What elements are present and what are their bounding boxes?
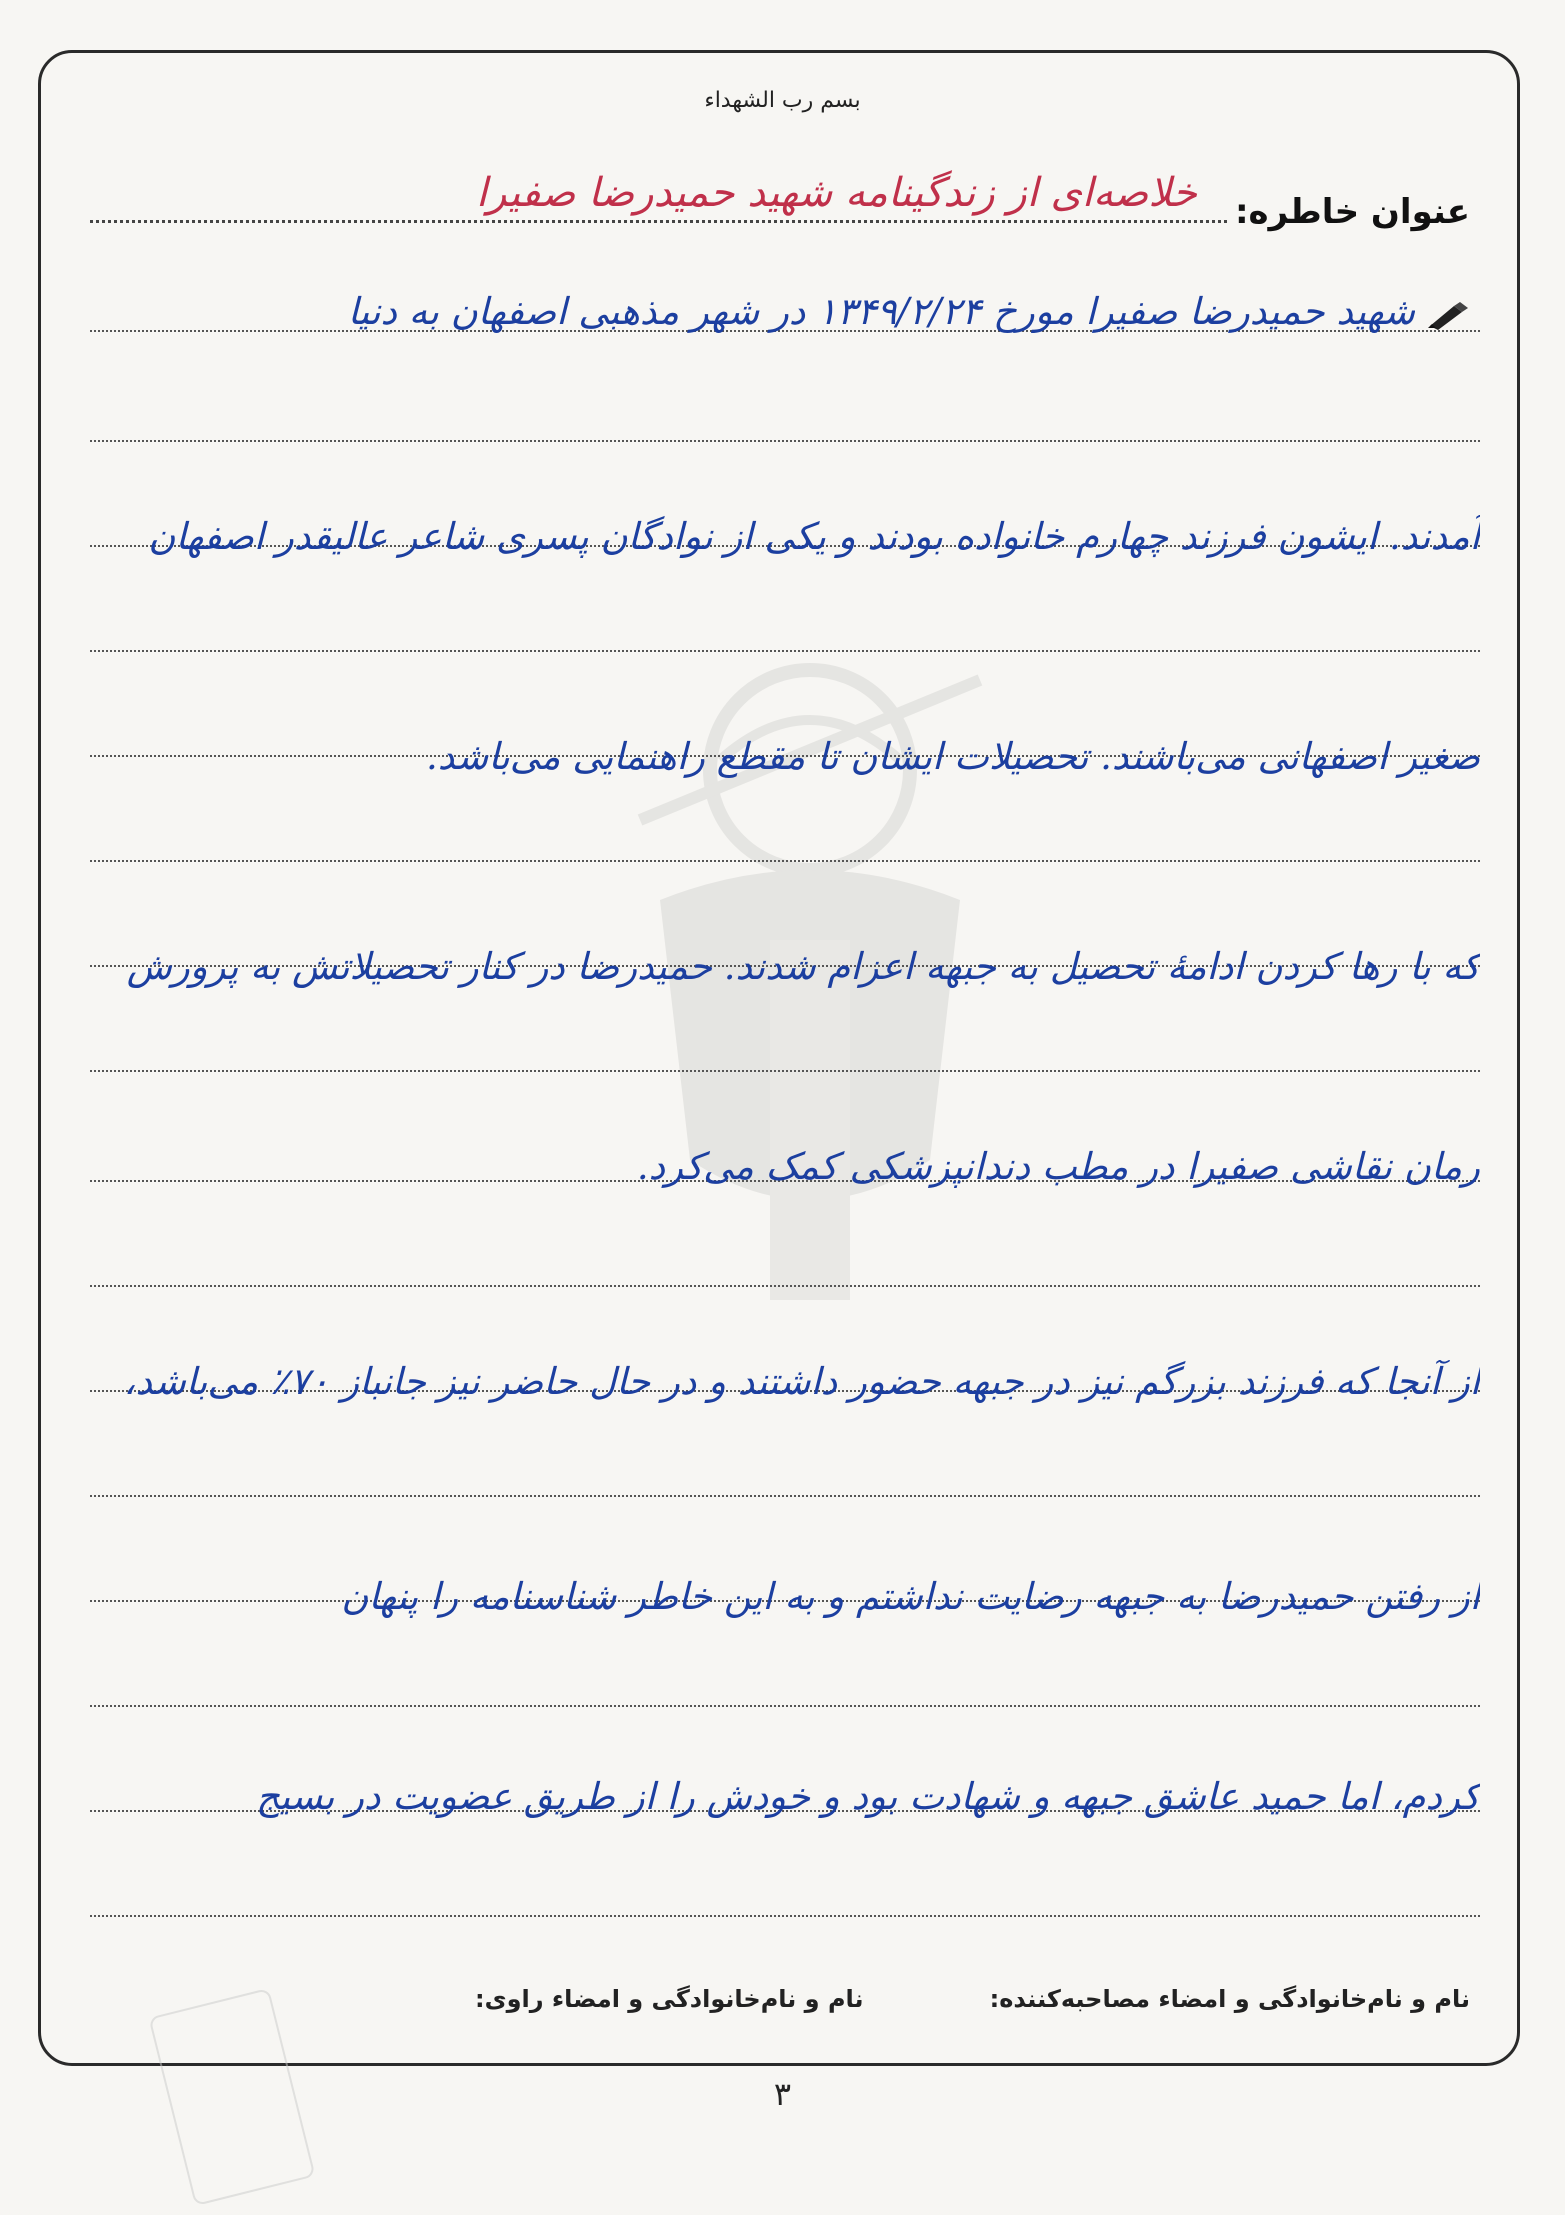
handwritten-line: آمدند. ایشون فرزند چهارم خانواده بودند و یکی از نوادگان پسری شاعر عالیقدر اصفهان xyxy=(148,515,1480,558)
memory-title-row xyxy=(90,170,1470,232)
ruled-line xyxy=(90,1285,1480,1287)
page-number: ۳ xyxy=(773,2075,792,2113)
handwritten-line: از رفتن حمیدرضا به جبهه رضایت نداشتم و به این خاطر شناسنامه را پنهان xyxy=(341,1575,1480,1618)
signature-footer xyxy=(95,1985,1470,2013)
narrator-signature-label: نام و نام‌خانوادگی و امضاء راوی: xyxy=(475,1985,864,2013)
handwritten-line: که با رها کردن ادامهٔ تحصیل به جبهه اعزام شدند. حمیدرضا در کنار تحصیلاتش به پرورش xyxy=(126,945,1480,988)
handwritten-line: کردم، اما حمید عاشق جبهه و شهادت بود و خودش را از طریق عضویت در بسیج xyxy=(256,1775,1480,1818)
ruled-line xyxy=(90,1495,1480,1497)
ruled-line xyxy=(90,650,1480,652)
ruled-line xyxy=(90,1915,1480,1917)
handwritten-line: رمان نقاشی صفیرا در مطب دندانپزشکی کمک می‌کرد. xyxy=(636,1145,1480,1188)
handwritten-line: از آنجا که فرزند بزرگم نیز در جبهه حضور داشتند و در حال حاضر نیز جانباز ۷۰٪ می‌باشد، xyxy=(123,1360,1480,1403)
memory-title-label: عنوان خاطره: xyxy=(1234,192,1470,232)
pen-writing-icon xyxy=(1426,300,1470,330)
memory-title-handwritten: خلاصه‌ای از زندگینامه شهید حمیدرضا صفیرا xyxy=(475,170,1197,216)
ruled-line xyxy=(90,860,1480,862)
interviewer-signature-label: نام و نام‌خانوادگی و امضاء مصاحبه‌کننده: xyxy=(989,1985,1470,2013)
ruled-line xyxy=(90,440,1480,442)
ruled-line xyxy=(90,1705,1480,1707)
handwritten-line: صغیر اصفهانی می‌باشند. تحصیلات ایشان تا مقطع راهنمایی می‌باشد. xyxy=(426,735,1480,778)
memory-title-field[interactable] xyxy=(90,170,1227,223)
basmala-heading: بسم رب الشهداء xyxy=(704,88,861,113)
handwritten-line: شهید حمیدرضا صفیرا مورخ ۱۳۴۹/۲/۲۴ در شهر مذهبی اصفهان به دنیا xyxy=(347,290,1415,333)
ruled-line xyxy=(90,1070,1480,1072)
